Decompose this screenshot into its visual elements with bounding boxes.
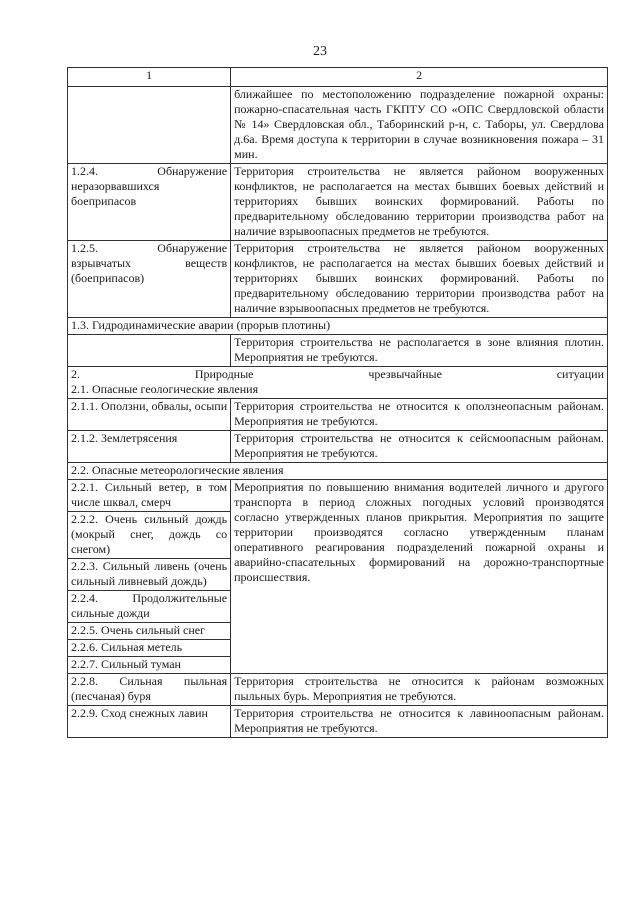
row-label-2-2-7: 2.2.7. Сильный туман [68,657,231,674]
empty-cell [68,87,231,164]
row-label-2-2-5: 2.2.5. Очень сильный снег [68,623,231,640]
row-label-2-2-8: 2.2.8. Сильная пыльная (песчаная) буря [68,674,231,706]
row-text-1-2-5: Территория строительства не является районом вооруженных конфликтов, не располагается на местах бывших боевых действий и территориях бывших воинских формирований. Работы по предварительному обследованию территории производства работ на наличие взрывоопасных предметов не требуются. [231,241,608,318]
row-text-2-2-8: Территория строительства не относится к районам возможных пыльных бурь. Мероприятия не требуются. [231,674,608,706]
table-row [68,399,608,431]
row-label-2-2-2: 2.2.2. Очень сильный дождь (мокрый снег, дождь со снегом) [68,512,231,559]
row-label-2-2-4: 2.2.4. Продолжительные сильные дожди [68,591,231,623]
table-row [68,706,608,738]
section-2-title [68,367,608,399]
section-1-3-title: 1.3. Гидродинамические аварии (прорыв плотины) [68,318,608,335]
page-number: 23 [313,44,327,59]
section-row [68,463,608,480]
column-number-1: 1 [68,68,231,87]
fire-station-text: ближайшее по местоположению подразделение пожарной охраны: пожарно-спасательная часть ГКПТУ СО «ОПС Свердловской области № 14» Свердловская обл., Таборинский р-н, с. Таборы, ул. Свердлова д.6а. Время доступа к территории в случае возникновения пожара – 31 мин. [231,87,608,164]
section-row [68,318,608,335]
row-text-1-2-4: Территория строительства не является районом вооруженных конфликтов, не располагается на местах бывших боевых действий и территориях бывших воинских формирований. Работы по предварительному обследованию территории производства работ на наличие взрывоопасных предметов не требуются. [231,164,608,241]
table-row [68,335,608,367]
table-row [68,87,608,164]
row-label-1-2-4: 1.2.4. Обнаружение неразорвавшихся боеприпасов [68,164,231,241]
table-header-row [68,68,608,87]
section-2-1-title: 2.1. Опасные геологические явления [71,382,259,396]
section-2-heading: 2. Природные чрезвычайные ситуации [71,367,604,381]
row-label-2-2-1: 2.2.1. Сильный ветер, в том числе шквал, смерч [68,480,231,512]
row-text-2-2-9: Территория строительства не относится к лавиноопасным районам. Мероприятия не требуются. [231,706,608,738]
row-label-2-1-2: 2.1.2. Землетрясения [68,431,231,463]
table-row [68,164,608,241]
row-label-2-2-3: 2.2.3. Сильный ливень (очень сильный ливневый дождь) [68,559,231,591]
weather-measures-text: Мероприятия по повышению внимания водителей личного и другого транспорта в период сложных погодных условий производятся согласно утвержденных планов прикрытия. Мероприятия по защите территории производятся согласно утвержденным планам оперативного реагирования подразделений пожарной охраны и аварийно-спасательных формирований на дорожно-транспортные происшествия. [231,480,608,674]
row-label-2-1-1: 2.1.1. Оползни, обвалы, осыпи [68,399,231,431]
measures-table [67,67,608,738]
table-row [68,480,608,512]
section-2-2-title: 2.2. Опасные метеорологические явления [68,463,608,480]
table-row [68,674,608,706]
section-1-3-text: Территория строительства не располагается в зоне влияния плотин. Мероприятия не требуются. [231,335,608,367]
row-label-2-2-9: 2.2.9. Сход снежных лавин [68,706,231,738]
row-label-1-2-5: 1.2.5. Обнаружение взрывчатых веществ (боеприпасов) [68,241,231,318]
table-row [68,241,608,318]
row-text-2-1-1: Территория строительства не относится к оползнеопасным районам. Мероприятия не требуются. [231,399,608,431]
section-row [68,367,608,399]
row-label-2-2-6: 2.2.6. Сильная метель [68,640,231,657]
table-row [68,431,608,463]
column-number-2: 2 [231,68,608,87]
row-text-2-1-2: Территория строительства не относится к сейсмоопасным районам. Мероприятия не требуются. [231,431,608,463]
empty-cell [68,335,231,367]
